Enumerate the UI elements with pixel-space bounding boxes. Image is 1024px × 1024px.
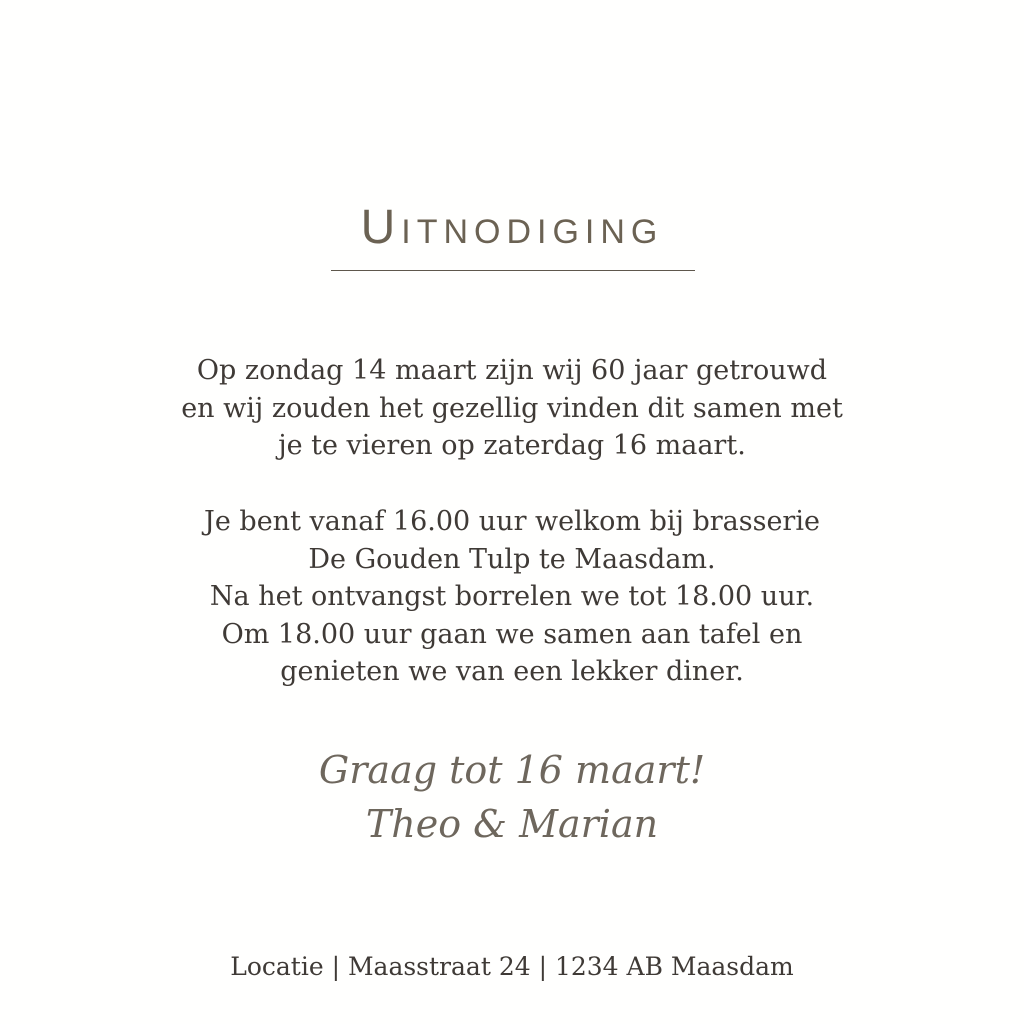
paragraph-line: genieten we van een lekker diner. — [280, 656, 744, 687]
signature-names: Theo & Marian — [365, 802, 659, 846]
paragraph-line: Op zondag 14 maart zijn wij 60 jaar getrouwd — [196, 355, 828, 386]
paragraph-line: en wij zouden het gezellig vinden dit samen met — [181, 392, 843, 424]
invitation-paragraph-1 — [0, 352, 1024, 465]
closing-greeting — [0, 743, 1024, 851]
card-title: Uitnodiging — [360, 201, 664, 254]
paragraph-line: Om 18.00 uur gaan we samen aan tafel en — [221, 618, 803, 650]
closing-line: Graag tot 16 maart! — [318, 748, 706, 792]
paragraph-line: Na het ontvangst borrelen we tot 18.00 uur. — [209, 581, 815, 612]
paragraph-line: De Gouden Tulp te Maasdam. — [308, 543, 716, 575]
paragraph-line: je te vieren op zaterdag 16 maart. — [278, 430, 746, 461]
title-divider — [331, 270, 695, 271]
invitation-paragraph-2 — [0, 503, 1024, 691]
paragraph-line: Je bent vanaf 16.00 uur welkom bij brasserie — [204, 506, 820, 537]
location-footer: Locatie | Maasstraat 24 | 1234 AB Maasdam — [230, 952, 794, 981]
